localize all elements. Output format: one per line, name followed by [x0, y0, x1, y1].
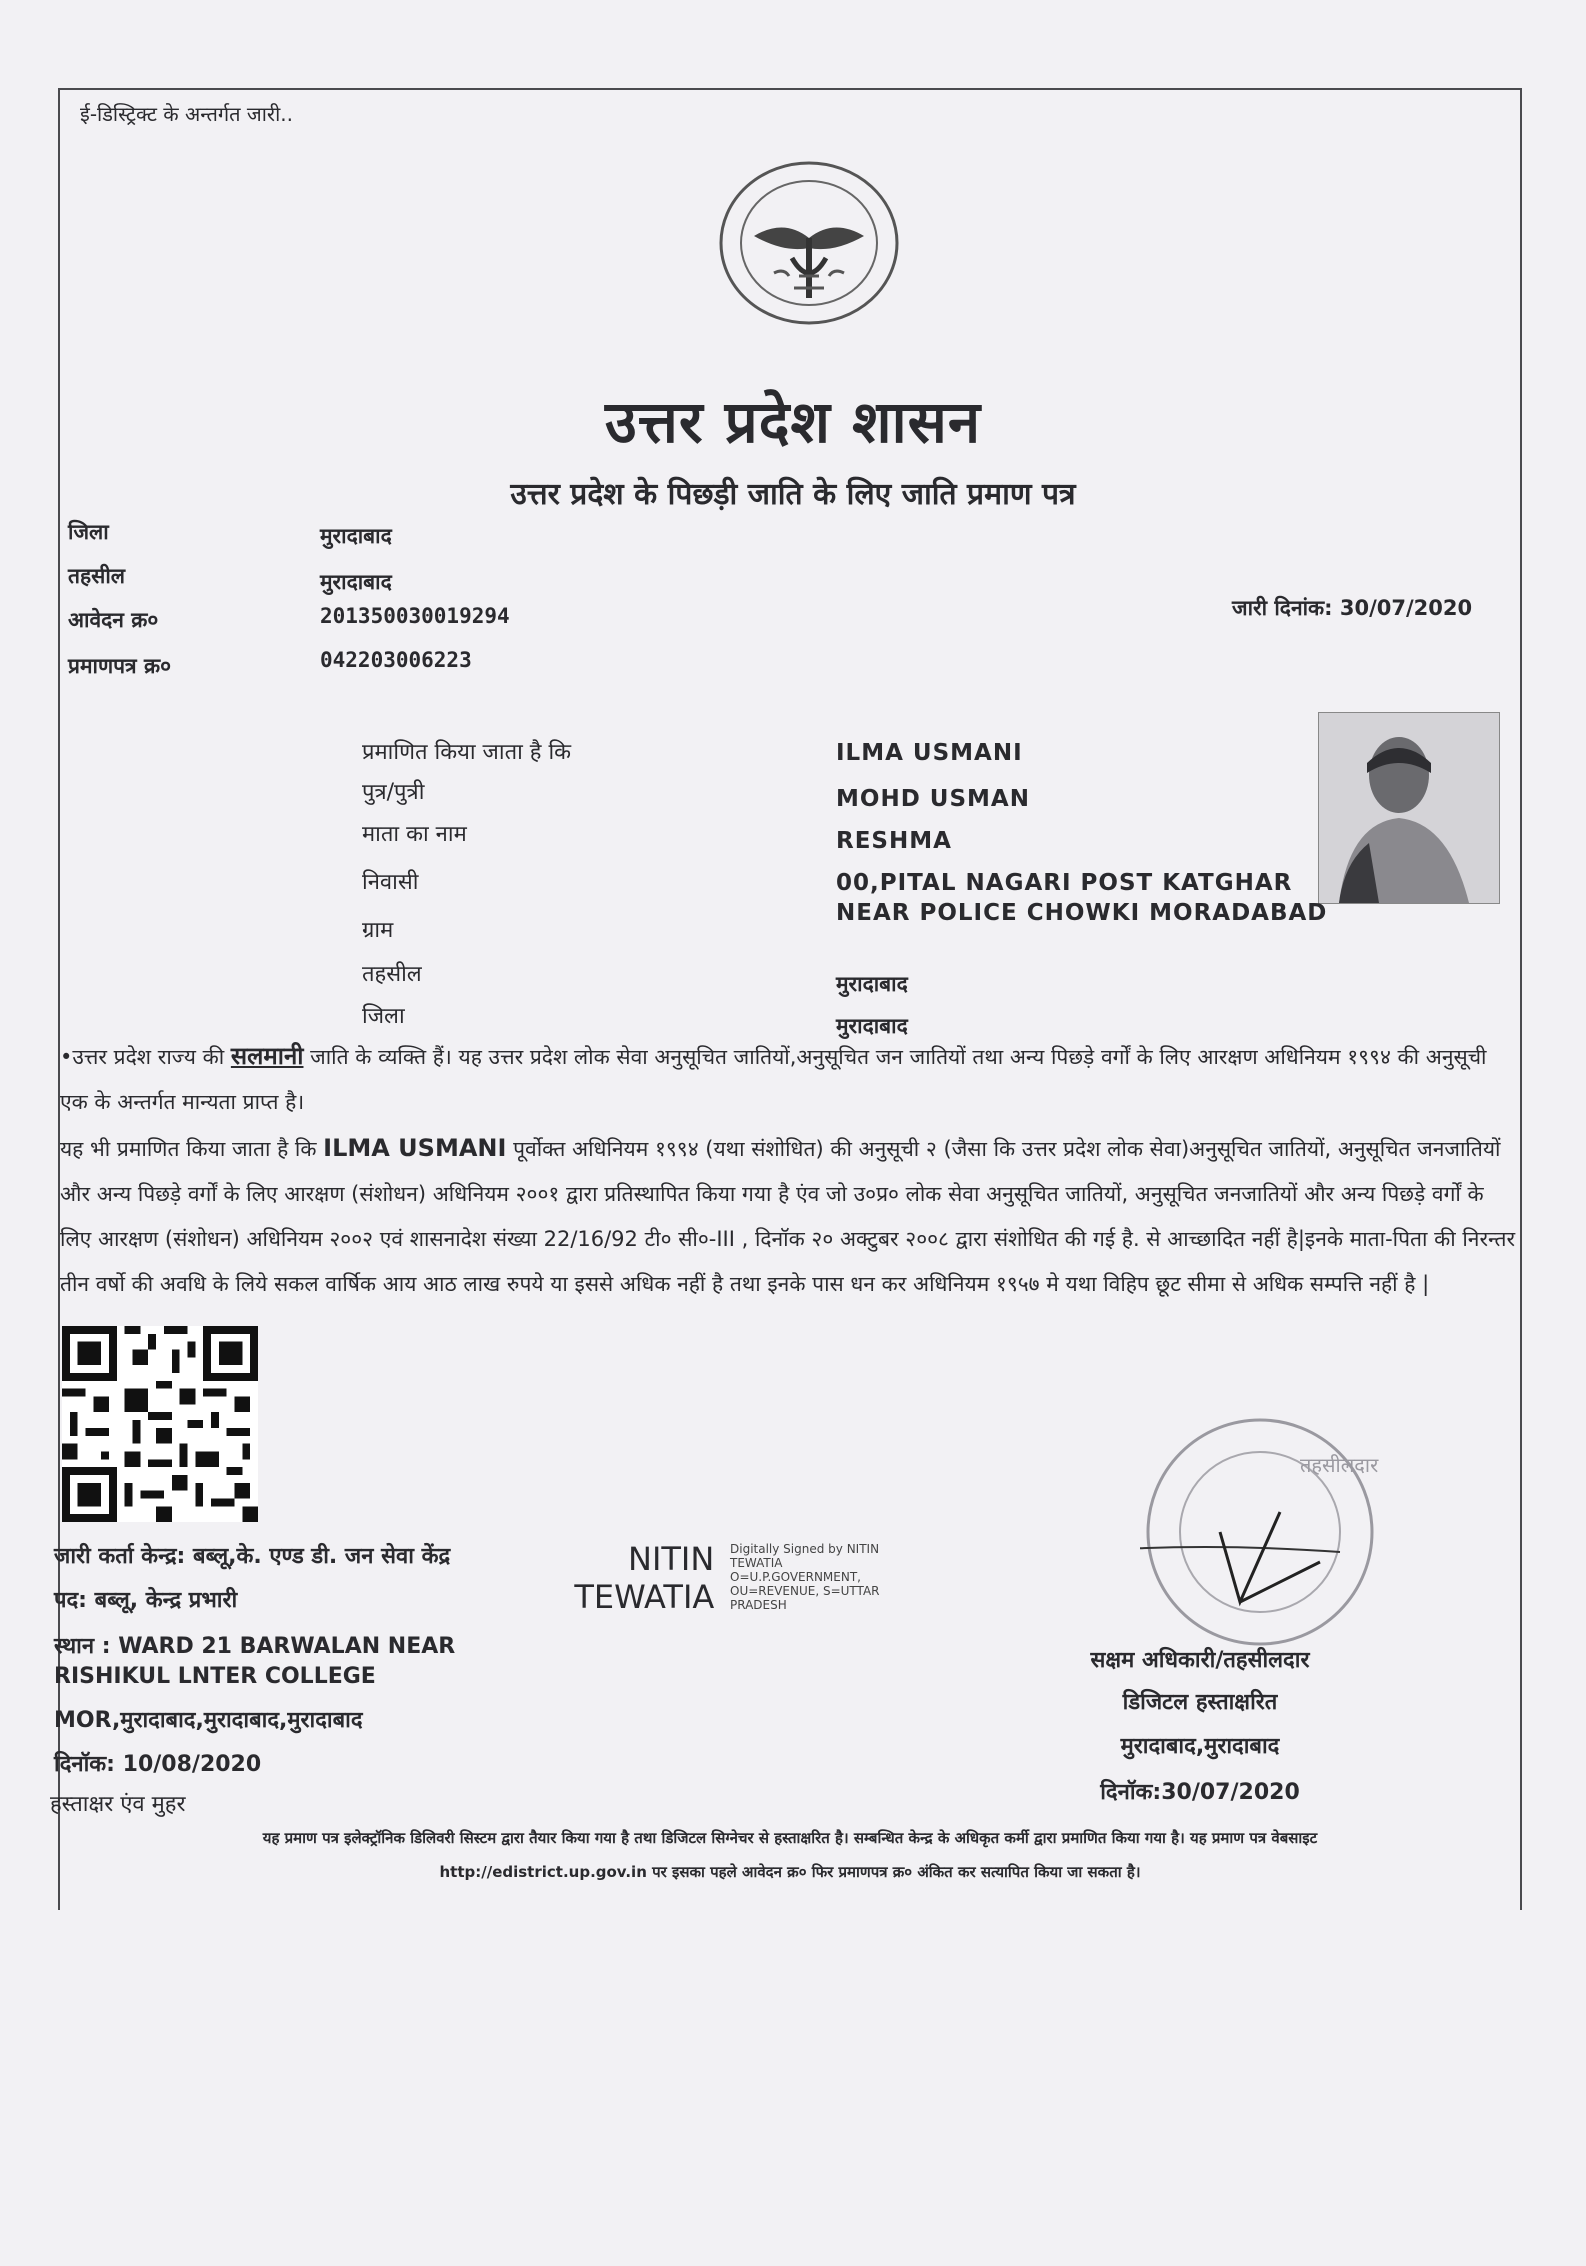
ds-info-line: OU=REVENUE, S=UTTAR: [730, 1584, 880, 1598]
applicant-name: ILMA USMANI: [836, 740, 1023, 766]
ds-info-line: O=U.P.GOVERNMENT,: [730, 1570, 861, 1584]
certificate-subtitle: उत्तर प्रदेश के पिछड़ी जाति के लिए जाति प्रमाण पत्र: [510, 477, 1076, 512]
tehsil-label: तहसील: [68, 564, 125, 588]
application-label: आवेदन क्र०: [68, 608, 159, 632]
creamy-layer-text: पूर्वोक्त अधिनियम १९९४ (यथा संशोधित) की अनुसूची २ (जैसा कि उत्तर प्रदेश लोक सेवा)अनुसूचित जातियों, अनुसूचित जनजातियों और अन्य पिछड़े वर्गों के लिए आरक्षण (संशोधन) अधिनियम २००१ द्वारा प्रतिस्थापित किया गया है एंव जो उ०प्र० लोक सेवा अनुसूचित जातियों, अनुसूचित जनजातियों और अन्य पिछड़े वर्गों के लिए आरक्षण (संशोधन) अधिनियम २००२ एवं शासनादेश संख्या 22/16/92 टी० सी०-III , दिनॉक २० अक्टुबर २००८ द्वारा संशोधित की गई है. से आच्छादित नहीं है|इनके माता-पिता की निरन्तर तीन वर्षो की अवधि के लिये सकल वार्षिक आय आठ लाख रुपये या इससे अधिक नहीं है तथा इनके पास धन कर अधिनियम १९५७ मे यथा विहिप छूट सीमा से अधिक सम्पत्ति नहीं है |: [60, 1137, 1516, 1296]
caste-paragraph-intro: •उत्तर प्रदेश राज्य की: [60, 1045, 231, 1069]
tehsildar-seal-icon: [1140, 1412, 1380, 1652]
certificate-number: 042203006223: [320, 648, 472, 672]
address-line-2: NEAR POLICE CHOWKI MORADABAD: [836, 900, 1328, 926]
application-number: 201350030019294: [320, 604, 510, 628]
creamy-layer-intro: यह भी प्रमाणित किया जाता है कि: [60, 1137, 324, 1161]
issuer-date: दिनॉक: 10/08/2020: [54, 1752, 262, 1777]
officer-signed: डिजिटल हस्ताक्षरित: [1122, 1690, 1278, 1715]
creamy-layer-paragraph: [60, 1126, 1520, 1307]
district-value: मुरादाबाद: [320, 524, 392, 548]
parent-label: पुत्र/पुत्री: [362, 780, 425, 805]
caste-name: सलमानी: [230, 1042, 304, 1070]
village-label: ग्राम: [362, 918, 394, 943]
signer-last-name: TEWATIA: [574, 1578, 715, 1616]
detail-tehsil-value: मुरादाबाद: [836, 972, 908, 996]
father-name: MOHD USMAN: [836, 786, 1030, 812]
detail-tehsil-label: तहसील: [362, 962, 422, 987]
detail-district-label: जिला: [362, 1004, 405, 1029]
up-government-emblem-icon: [714, 158, 904, 328]
issuer-place-line-1: स्थान : WARD 21 BARWALAN NEAR: [54, 1634, 456, 1659]
caste-paragraph: [60, 1034, 1520, 1125]
footer-note-line-1: यह प्रमाण पत्र इलेक्ट्रॉनिक डिलिवरी सिस्टम द्वारा तैयार किया गया है तथा डिजिटल सिग्नेचर से हस्ताक्षरित है। सम्बन्धित केन्द्र के अधिकृत कर्मी द्वारा प्रमाणित किया गया है। यह प्रमाण पत्र वेबसाइट: [262, 1829, 1318, 1847]
paragraph-applicant-name: ILMA USMANI: [323, 1134, 507, 1162]
digital-signature-info: [730, 1542, 879, 1612]
ds-info-line: TEWATIA: [730, 1556, 783, 1570]
page-title: उत्तर प्रदेश शासन: [604, 388, 982, 456]
digital-signature-name: [574, 1540, 715, 1616]
issue-date: [1232, 594, 1472, 622]
ds-info-line: PRADESH: [730, 1598, 787, 1612]
mother-name: RESHMA: [836, 828, 952, 854]
issuing-center: जारी कर्ता केन्द्र: बब्लू,के. एण्ड डी. जन सेवा केंद्र: [54, 1544, 451, 1569]
seal-text: तहसीलदार: [1300, 1453, 1379, 1477]
tehsil-value: मुरादाबाद: [320, 570, 392, 594]
ds-info-line: Digitally Signed by NITIN: [730, 1542, 880, 1556]
signature-and-seal-label: हस्ताक्षर एंव मुहर: [50, 1792, 186, 1817]
officer-place: मुरादाबाद,मुरादाबाद: [1120, 1734, 1280, 1759]
officer-title: सक्षम अधिकारी/तहसीलदार: [1090, 1648, 1310, 1673]
district-label: जिला: [68, 520, 109, 544]
footer-note-line-2: http://edistrict.up.gov.in पर इसका पहले आवेदन क्र० फिर प्रमाणपत्र क्र० अंकित कर सत्यापित किया जा सकता है।: [439, 1863, 1141, 1881]
resident-label: निवासी: [362, 870, 419, 895]
signer-first-name: NITIN: [628, 1540, 715, 1578]
certificate-label: प्रमाणपत्र क्र०: [68, 654, 172, 678]
issue-date-label: जारी दिनांक:: [1232, 596, 1333, 620]
certified-label: प्रमाणित किया जाता है कि: [362, 740, 572, 765]
issue-date-value: 30/07/2020: [1339, 596, 1473, 620]
caste-paragraph-text: जाति के व्यक्ति हैं। यह उत्तर प्रदेश लोक सेवा अनुसूचित जातियों,अनुसूचित जन जातियों तथा अन्य पिछड़े वर्गों के लिए आरक्षण अधिनियम १९९४ की अनुसूची एक के अन्तर्गत मान्यता प्राप्त है।: [60, 1045, 1487, 1114]
issuer-post: पद: बब्लू, केन्द्र प्रभारी: [54, 1588, 238, 1613]
issuer-place-line-2: RISHIKUL LNTER COLLEGE: [54, 1664, 376, 1689]
applicant-photo: [1318, 712, 1500, 904]
edistrict-note: ई-डिस्ट्रिक्ट के अन्तर्गत जारी..: [80, 102, 293, 126]
address-line-1: 00,PITAL NAGARI POST KATGHAR: [836, 870, 1293, 896]
qr-code-icon: [62, 1326, 258, 1522]
detail-district-value: मुरादाबाद: [836, 1014, 908, 1038]
officer-date: दिनॉक:30/07/2020: [1100, 1780, 1300, 1805]
issuer-place-line-3: MOR,मुरादाबाद,मुरादाबाद,मुरादाबाद: [54, 1708, 363, 1733]
mother-label: माता का नाम: [362, 822, 467, 847]
